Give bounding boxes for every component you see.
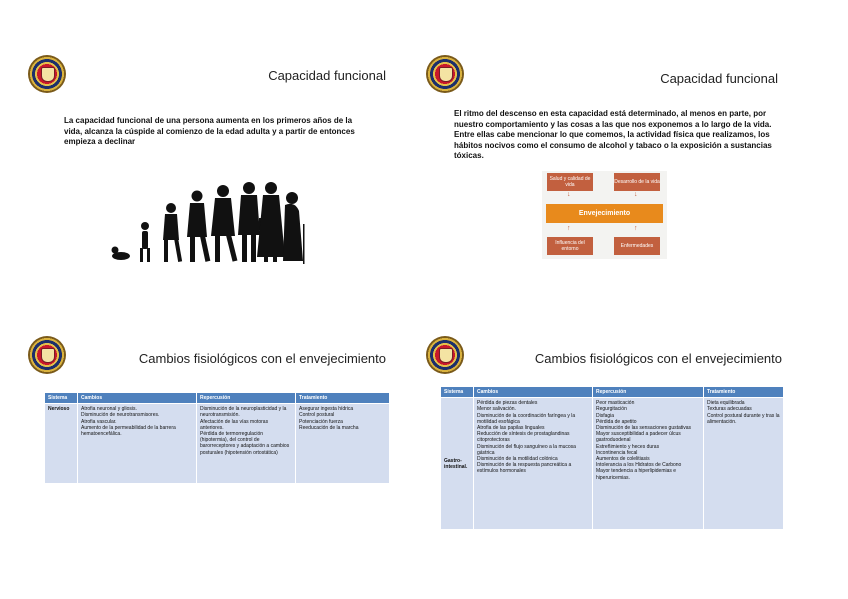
list-item: Control postural bbox=[299, 412, 335, 419]
list-item: Disminución de las sensaciones gustativas bbox=[596, 425, 692, 432]
list-item: Estreñimiento y heces duras bbox=[596, 443, 660, 450]
cell-system: Nervioso bbox=[45, 404, 78, 484]
physiological-changes-table bbox=[440, 386, 784, 530]
list-item: Atrofia vascular. bbox=[81, 418, 117, 425]
list-item: Disminución de la neuroplasticidad y la neurotransmisión. bbox=[200, 406, 287, 419]
table-row bbox=[45, 404, 390, 484]
evolution-silhouette-image bbox=[109, 178, 309, 264]
list-item: Menor salivación. bbox=[477, 406, 516, 413]
diagram-center-box: Envejecimiento bbox=[546, 204, 663, 223]
list-item: Mayor tendencia a hiperlipidemias e hiperuricemias. bbox=[596, 468, 677, 481]
arrow-up-icon: ↑ bbox=[634, 225, 638, 232]
list-item: Reducción de síntesis de prostaglandinas citoprotectoras bbox=[477, 431, 570, 444]
slide-title: Capacidad funcional bbox=[268, 68, 386, 83]
list-item: Disminución de neurotransmisores. bbox=[81, 412, 160, 419]
aging-factors-diagram bbox=[542, 171, 667, 259]
university-logo bbox=[28, 336, 66, 374]
column-header: Sistema bbox=[45, 393, 78, 404]
list-item: Aumentos de colelitiasis bbox=[596, 456, 650, 463]
list-item: Potenciación fuerza bbox=[299, 418, 343, 425]
physiological-changes-table bbox=[44, 392, 390, 484]
university-logo bbox=[426, 55, 464, 93]
diagram-box-diseases: Enfermedades bbox=[614, 237, 660, 255]
column-header: Tratamiento bbox=[704, 387, 784, 398]
column-header: Cambios bbox=[78, 393, 197, 404]
list-item: Incontinencia fecal bbox=[596, 449, 638, 456]
column-header: Sistema bbox=[441, 387, 474, 398]
column-header: Repercusión bbox=[197, 393, 296, 404]
list-item: Reeducación de la marcha bbox=[299, 424, 359, 431]
list-item: Pérdida de apetito bbox=[596, 418, 637, 425]
list-item: Pérdida de piezas dentales bbox=[477, 400, 538, 407]
column-header: Tratamiento bbox=[296, 393, 390, 404]
slide-text: La capacidad funcional de una persona aumenta en los primeros años de la vida, alcanza la cúspide al comienzo de la edad adulta y a partir de entonces empieza a declinar bbox=[64, 116, 355, 146]
list-item: Disminución del flujo sanguíneo a la mucosa gástrica bbox=[477, 443, 576, 456]
slide-text: El ritmo del descenso en esta capacidad está determinado, al menos en parte, por nuestro comportamiento y las cosas a las que nos exponemos a lo largo de la vida. Entre ellas cabe mencionar lo que comemos, la actividad física que realizamos, los hábitos nocivos como el consumo de alcohol y tabaco o la exposición a sustancias tóxicas. bbox=[454, 109, 772, 160]
list-item: Aumento de la permeabilidad de la barrera hematoencefálica. bbox=[81, 424, 176, 438]
arrow-down-icon: ↓ bbox=[567, 191, 571, 198]
list-item: Peor masticación bbox=[596, 400, 635, 407]
diagram-box-development: Desarrollo de la vida bbox=[614, 173, 660, 191]
list-item: Asegurar ingesta hídrica bbox=[299, 406, 354, 413]
list-item: Control postural durante y tras la alimentación. bbox=[707, 412, 780, 425]
list-item: Disfagia bbox=[596, 412, 615, 419]
cell-changes bbox=[474, 398, 593, 530]
cell-system: Gastro-intestinal. bbox=[441, 398, 474, 530]
cell-treatment bbox=[704, 398, 784, 530]
list-item: Atrofia de las papilas linguales bbox=[477, 425, 545, 432]
cell-changes bbox=[78, 404, 197, 484]
list-item: Pérdida de termorregulación (hipotermia), del control de barorreceptores y adaptación a cambios posturales (hipotensión ortostática) bbox=[200, 431, 290, 456]
diagram-box-health: Salud y calidad de vida bbox=[547, 173, 593, 191]
slide-2 bbox=[424, 0, 848, 299]
slide-3 bbox=[0, 299, 424, 598]
cell-treatment bbox=[296, 404, 390, 484]
list-item: Mayor susceptibilidad a padecer úlcus gastroduodenal bbox=[596, 431, 681, 444]
column-header: Cambios bbox=[474, 387, 593, 398]
slide-4 bbox=[424, 299, 848, 598]
list-item: Disminución de la motilidad colónica bbox=[477, 456, 558, 463]
slide-title: Capacidad funcional bbox=[660, 71, 778, 86]
table-row bbox=[441, 398, 784, 530]
diagram-box-environment: Influencia del entorno bbox=[547, 237, 593, 255]
arrow-down-icon: ↓ bbox=[634, 191, 638, 198]
cell-repercussion bbox=[197, 404, 296, 484]
list-item: Dieta equilibrada bbox=[707, 400, 745, 407]
university-logo bbox=[28, 55, 66, 93]
list-item: Texturas adecuadas bbox=[707, 406, 752, 413]
column-header: Repercusión bbox=[593, 387, 704, 398]
list-item: Atrofia neuronal y gliosis. bbox=[81, 406, 137, 413]
arrow-up-icon: ↑ bbox=[567, 225, 571, 232]
list-item: Afectación de las vías motoras anteriores. bbox=[200, 418, 269, 431]
slide-title: Cambios fisiológicos con el envejecimiento bbox=[534, 351, 782, 366]
list-item: Intolerancia a los Hidratos de Carbono bbox=[596, 462, 682, 469]
slide-1 bbox=[0, 0, 424, 299]
cell-repercussion bbox=[593, 398, 704, 530]
university-logo bbox=[426, 336, 464, 374]
slide-title: Cambios fisiológicos con el envejecimiento bbox=[138, 351, 386, 366]
list-item: Regurgitación bbox=[596, 406, 627, 413]
list-item: Disminución de la respuesta pancreática a estímulos hormonales bbox=[477, 462, 572, 475]
list-item: Disminución de la coordinación faríngea y la motilidad esofágica bbox=[477, 412, 576, 425]
